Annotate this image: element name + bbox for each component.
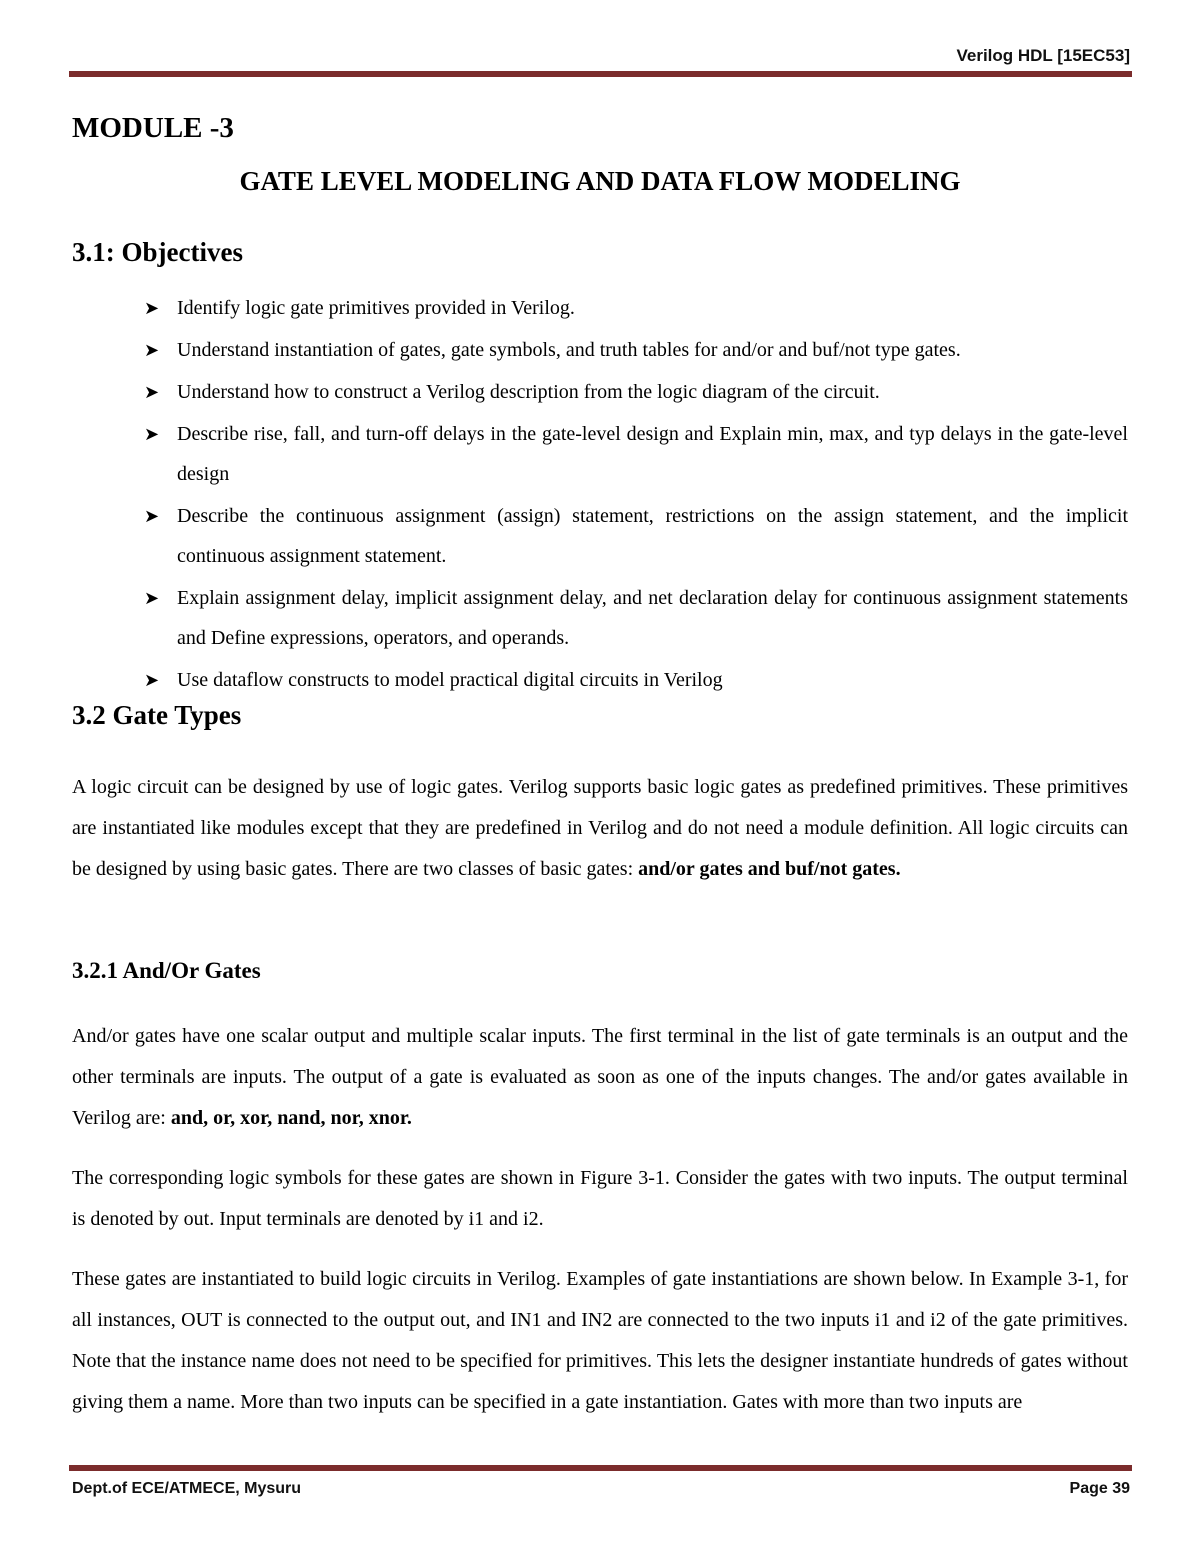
gate-types-paragraph: A logic circuit can be designed by use of logic gates. Verilog supports basic logic gates as predefined primitives. These primitives are instantiated like modules except that they are predefined in Verilog and do not need a module definition. All logic circuits can be designed by using basic gates. There are two classes of basic gates: and/or gates and buf/not gates. [72,776,1128,880]
module-label: MODULE -3 [72,112,234,144]
footer-department: Dept.of ECE/ATMECE, Mysuru [72,1480,302,1497]
and-or-paragraph-1: And/or gates have one scalar output and multiple scalar inputs. The first terminal in the list of gate terminals is an output and the other terminals are inputs. The output of a gate is evaluated as soon as one of the inputs changes. The and/or gates available in Verilog are: and, or, xor, nand, nor, xnor. [72,1025,1128,1129]
list-item: ➤ Explain assignment delay, implicit assignment delay, and net declaration delay for continuous assignment statements and Define expressions, operators, and operands. [72,578,1128,658]
running-header: Verilog HDL [15EC53] [956,46,1130,65]
list-item: ➤ Identify logic gate primitives provided in Verilog. [72,288,1128,328]
page-title: GATE LEVEL MODELING AND DATA FLOW MODELING [239,166,961,196]
list-item: ➤ Describe rise, fall, and turn-off delays in the gate-level design and Explain min, max, and typ delays in the gate-level design [72,414,1128,494]
footer-rule [69,1465,1132,1471]
arrow-bullet-icon: ➤ [144,340,160,360]
arrow-bullet-icon: ➤ [144,424,160,444]
page-number: Page 39 [1069,1480,1130,1497]
and-or-paragraph-3: These gates are instantiated to build logic circuits in Verilog. Examples of gate instantiations are shown below. In Example 3-1, for all instances, OUT is connected to the output out, and IN1 and IN2 are connected to the two inputs i1 and i2 of the gate primitives. Note that the instance name does not need to be specified for primitives. This lets the designer instantiate hundreds of gates without giving them a name. More than two inputs can be specified in a gate instantiation. Gates with more than two inputs are [72,1268,1128,1413]
list-item: ➤ Describe the continuous assignment (assign) statement, restrictions on the assign statement, and the implicit continuous assignment statement. [72,496,1128,576]
and-or-paragraph-2: The corresponding logic symbols for these gates are shown in Figure 3-1. Consider the gates with two inputs. The output terminal is denoted by out. Input terminals are denoted by i1 and i2. [72,1167,1128,1230]
arrow-bullet-icon: ➤ [144,670,160,690]
objectives-heading: 3.1: Objectives [72,237,243,267]
arrow-bullet-icon: ➤ [144,506,160,526]
arrow-bullet-icon: ➤ [144,298,160,318]
objectives-list [72,288,1128,702]
list-item: ➤ Understand instantiation of gates, gate symbols, and truth tables for and/or and buf/not type gates. [72,330,1128,370]
arrow-bullet-icon: ➤ [144,588,160,608]
and-or-gates-heading: 3.2.1 And/Or Gates [72,958,261,983]
header-rule [69,71,1132,77]
gate-types-heading: 3.2 Gate Types [72,700,242,730]
list-item: ➤ Use dataflow constructs to model practical digital circuits in Verilog [72,660,1128,700]
list-item: ➤ Understand how to construct a Verilog description from the logic diagram of the circuit. [72,372,1128,412]
arrow-bullet-icon: ➤ [144,382,160,402]
